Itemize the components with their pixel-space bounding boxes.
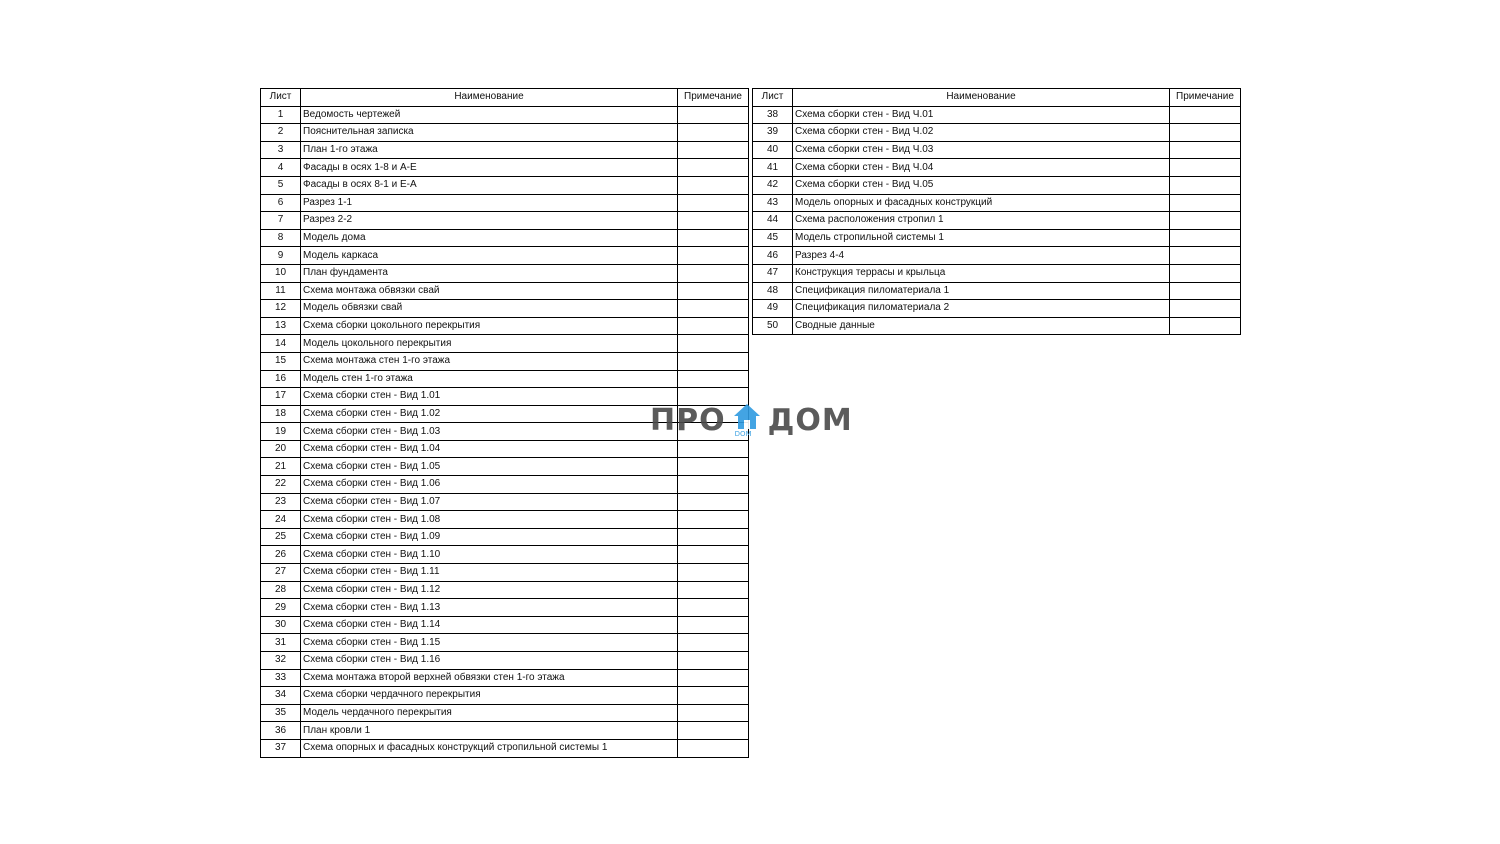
sheet-note bbox=[678, 669, 749, 687]
sheet-number: 11 bbox=[261, 282, 301, 300]
watermark-logo bbox=[650, 402, 853, 438]
sheet-number: 24 bbox=[261, 511, 301, 529]
table-row bbox=[261, 476, 749, 494]
sheet-note bbox=[678, 687, 749, 705]
sheet-note bbox=[1170, 282, 1241, 300]
sheet-number: 1 bbox=[261, 106, 301, 124]
table-row bbox=[753, 159, 1241, 177]
table-row bbox=[753, 317, 1241, 335]
table-row bbox=[261, 159, 749, 177]
sheet-note bbox=[678, 476, 749, 494]
sheet-name: Ведомость чертежей bbox=[301, 106, 678, 124]
logo-text-left: ПРО bbox=[650, 402, 726, 438]
table-row bbox=[261, 352, 749, 370]
sheet-number: 8 bbox=[261, 229, 301, 247]
table-row bbox=[753, 264, 1241, 282]
table-row bbox=[261, 669, 749, 687]
table-row bbox=[753, 282, 1241, 300]
sheet-name: Схема сборки стен - Вид Ч.03 bbox=[793, 141, 1170, 159]
sheet-number: 3 bbox=[261, 141, 301, 159]
sheet-name: Схема сборки стен - Вид 1.10 bbox=[301, 546, 678, 564]
sheet-number: 34 bbox=[261, 687, 301, 705]
sheet-note bbox=[678, 546, 749, 564]
sheet-name: Схема сборки чердачного перекрытия bbox=[301, 687, 678, 705]
logo-text-right: ДОМ bbox=[767, 402, 853, 438]
sheet-name: Схема сборки стен - Вид 1.13 bbox=[301, 599, 678, 617]
table-row bbox=[261, 528, 749, 546]
sheet-note bbox=[678, 634, 749, 652]
sheet-name: Схема расположения стропил 1 bbox=[793, 212, 1170, 230]
sheet-number: 25 bbox=[261, 528, 301, 546]
header-name: Наименование bbox=[793, 89, 1170, 107]
sheet-note bbox=[678, 176, 749, 194]
sheet-number: 50 bbox=[753, 317, 793, 335]
sheet-name: Разрез 2-2 bbox=[301, 212, 678, 230]
sheet-name: Фасады в осях 1-8 и А-Е bbox=[301, 159, 678, 177]
sheet-note bbox=[678, 440, 749, 458]
sheet-number: 17 bbox=[261, 388, 301, 406]
sheet-note bbox=[678, 335, 749, 353]
sheet-name: Схема сборки стен - Вид 1.02 bbox=[301, 405, 678, 423]
table-row bbox=[261, 634, 749, 652]
sheet-note bbox=[1170, 229, 1241, 247]
table-row bbox=[261, 652, 749, 670]
sheet-number: 46 bbox=[753, 247, 793, 265]
sheet-number: 12 bbox=[261, 300, 301, 318]
sheet-name: Схема сборки стен - Вид Ч.04 bbox=[793, 159, 1170, 177]
sheet-name: Схема сборки стен - Вид 1.05 bbox=[301, 458, 678, 476]
sheet-note bbox=[678, 652, 749, 670]
sheet-note bbox=[678, 458, 749, 476]
sheet-number: 33 bbox=[261, 669, 301, 687]
table-row bbox=[261, 247, 749, 265]
sheet-number: 6 bbox=[261, 194, 301, 212]
sheet-note bbox=[678, 159, 749, 177]
header-note: Примечание bbox=[1170, 89, 1241, 107]
table-row bbox=[261, 229, 749, 247]
sheet-number: 22 bbox=[261, 476, 301, 494]
sheet-name: Схема опорных и фасадных конструкций стропильной системы 1 bbox=[301, 739, 678, 757]
sheet-number: 45 bbox=[753, 229, 793, 247]
sheet-number: 36 bbox=[261, 722, 301, 740]
header-sheet: Лист bbox=[753, 89, 793, 107]
header-sheet: Лист bbox=[261, 89, 301, 107]
sheet-number: 4 bbox=[261, 159, 301, 177]
sheet-note bbox=[678, 722, 749, 740]
sheet-number: 31 bbox=[261, 634, 301, 652]
table-row bbox=[261, 599, 749, 617]
sheet-note bbox=[678, 194, 749, 212]
sheet-note bbox=[1170, 194, 1241, 212]
sheet-name: Схема монтажа обвязки свай bbox=[301, 282, 678, 300]
table-row bbox=[261, 493, 749, 511]
table-row bbox=[753, 247, 1241, 265]
sheet-name: Разрез 1-1 bbox=[301, 194, 678, 212]
sheet-note bbox=[1170, 106, 1241, 124]
sheet-name: Схема сборки стен - Вид 1.01 bbox=[301, 388, 678, 406]
sheet-name: Схема сборки стен - Вид 1.14 bbox=[301, 616, 678, 634]
sheet-name: Фасады в осях 8-1 и Е-А bbox=[301, 176, 678, 194]
sheet-name: Схема сборки стен - Вид 1.08 bbox=[301, 511, 678, 529]
sheet-name: Схема монтажа второй верхней обвязки стен 1-го этажа bbox=[301, 669, 678, 687]
sheet-name: Схема сборки стен - Вид Ч.05 bbox=[793, 176, 1170, 194]
header-name: Наименование bbox=[301, 89, 678, 107]
sheet-note bbox=[678, 493, 749, 511]
sheet-name: План кровли 1 bbox=[301, 722, 678, 740]
sheet-name: Модель стропильной системы 1 bbox=[793, 229, 1170, 247]
sheet-number: 10 bbox=[261, 264, 301, 282]
sheet-note bbox=[1170, 124, 1241, 142]
sheet-number: 21 bbox=[261, 458, 301, 476]
table-row bbox=[261, 282, 749, 300]
sheet-name: Схема сборки стен - Вид 1.07 bbox=[301, 493, 678, 511]
sheet-note bbox=[678, 264, 749, 282]
sheet-name: Модель дома bbox=[301, 229, 678, 247]
sheet-note bbox=[678, 581, 749, 599]
sheet-number: 30 bbox=[261, 616, 301, 634]
table-row bbox=[261, 124, 749, 142]
sheet-number: 29 bbox=[261, 599, 301, 617]
sheet-number: 13 bbox=[261, 317, 301, 335]
table-row bbox=[261, 300, 749, 318]
table-row bbox=[261, 264, 749, 282]
sheet-note bbox=[678, 616, 749, 634]
sheet-note bbox=[1170, 317, 1241, 335]
table-row bbox=[261, 370, 749, 388]
sheet-number: 20 bbox=[261, 440, 301, 458]
sheet-number: 7 bbox=[261, 212, 301, 230]
sheet-name: Сводные данные bbox=[793, 317, 1170, 335]
sheet-name: Схема сборки стен - Вид 1.09 bbox=[301, 528, 678, 546]
sheet-note bbox=[1170, 264, 1241, 282]
logo-subtext: DOM bbox=[734, 430, 752, 438]
sheet-name: Схема сборки стен - Вид Ч.02 bbox=[793, 124, 1170, 142]
table-row bbox=[261, 317, 749, 335]
sheet-note bbox=[678, 370, 749, 388]
sheet-note bbox=[678, 106, 749, 124]
sheet-note bbox=[678, 511, 749, 529]
sheet-name: Модель обвязки свай bbox=[301, 300, 678, 318]
sheet-number: 28 bbox=[261, 581, 301, 599]
sheet-number: 44 bbox=[753, 212, 793, 230]
table-row bbox=[261, 176, 749, 194]
sheet-name: Схема сборки стен - Вид 1.12 bbox=[301, 581, 678, 599]
sheet-number: 47 bbox=[753, 264, 793, 282]
sheet-name: Схема сборки стен - Вид 1.15 bbox=[301, 634, 678, 652]
sheet-note bbox=[678, 564, 749, 582]
sheet-name: Разрез 4-4 bbox=[793, 247, 1170, 265]
sheet-name: Схема сборки стен - Вид 1.06 bbox=[301, 476, 678, 494]
table-row bbox=[261, 616, 749, 634]
sheet-number: 2 bbox=[261, 124, 301, 142]
table-row bbox=[753, 124, 1241, 142]
sheet-number: 49 bbox=[753, 300, 793, 318]
sheet-name: Схема сборки цокольного перекрытия bbox=[301, 317, 678, 335]
sheet-note bbox=[1170, 247, 1241, 265]
table-header-row bbox=[261, 89, 749, 107]
table-row bbox=[261, 335, 749, 353]
sheet-number: 5 bbox=[261, 176, 301, 194]
sheet-number: 19 bbox=[261, 423, 301, 441]
sheet-note bbox=[678, 528, 749, 546]
sheet-number: 39 bbox=[753, 124, 793, 142]
sheet-note bbox=[1170, 141, 1241, 159]
sheet-name: Схема монтажа стен 1-го этажа bbox=[301, 352, 678, 370]
sheet-number: 43 bbox=[753, 194, 793, 212]
sheet-note bbox=[678, 229, 749, 247]
house-icon bbox=[732, 402, 762, 438]
table-row bbox=[753, 212, 1241, 230]
sheet-note bbox=[678, 300, 749, 318]
table-row bbox=[261, 194, 749, 212]
sheet-number: 23 bbox=[261, 493, 301, 511]
sheet-note bbox=[678, 124, 749, 142]
table-row bbox=[261, 546, 749, 564]
sheet-name: Модель каркаса bbox=[301, 247, 678, 265]
header-note: Примечание bbox=[678, 89, 749, 107]
table-row bbox=[261, 440, 749, 458]
table-row bbox=[261, 511, 749, 529]
sheet-note bbox=[1170, 300, 1241, 318]
table-row bbox=[753, 194, 1241, 212]
sheet-number: 16 bbox=[261, 370, 301, 388]
sheet-number: 26 bbox=[261, 546, 301, 564]
sheet-note bbox=[678, 704, 749, 722]
sheet-number: 48 bbox=[753, 282, 793, 300]
sheet-name: План фундамента bbox=[301, 264, 678, 282]
sheet-name: Модель стен 1-го этажа bbox=[301, 370, 678, 388]
table-row bbox=[753, 300, 1241, 318]
sheet-number: 35 bbox=[261, 704, 301, 722]
table-row bbox=[261, 687, 749, 705]
table-row bbox=[753, 176, 1241, 194]
sheet-number: 41 bbox=[753, 159, 793, 177]
sheet-note bbox=[678, 282, 749, 300]
sheet-name: Схема сборки стен - Вид 1.16 bbox=[301, 652, 678, 670]
sheet-number: 38 bbox=[753, 106, 793, 124]
table-row bbox=[261, 141, 749, 159]
table-row bbox=[753, 106, 1241, 124]
sheet-note bbox=[678, 352, 749, 370]
sheet-number: 40 bbox=[753, 141, 793, 159]
sheet-note bbox=[1170, 159, 1241, 177]
sheet-name: План 1-го этажа bbox=[301, 141, 678, 159]
sheet-note bbox=[1170, 212, 1241, 230]
sheet-number: 42 bbox=[753, 176, 793, 194]
table-row bbox=[261, 212, 749, 230]
table-row bbox=[261, 458, 749, 476]
table-row bbox=[753, 141, 1241, 159]
sheet-number: 37 bbox=[261, 739, 301, 757]
sheet-name: Схема сборки стен - Вид 1.11 bbox=[301, 564, 678, 582]
sheet-name: Модель чердачного перекрытия bbox=[301, 704, 678, 722]
sheet-note bbox=[678, 599, 749, 617]
sheet-name: Спецификация пиломатериала 2 bbox=[793, 300, 1170, 318]
drawings-table-right bbox=[752, 88, 1241, 335]
sheet-name: Модель цокольного перекрытия bbox=[301, 335, 678, 353]
sheet-number: 32 bbox=[261, 652, 301, 670]
table-row bbox=[261, 581, 749, 599]
sheet-number: 15 bbox=[261, 352, 301, 370]
sheet-name: Пояснительная записка bbox=[301, 124, 678, 142]
table-row bbox=[261, 704, 749, 722]
sheet-number: 9 bbox=[261, 247, 301, 265]
sheet-name: Схема сборки стен - Вид 1.03 bbox=[301, 423, 678, 441]
table-row bbox=[261, 739, 749, 757]
sheet-note bbox=[678, 739, 749, 757]
sheet-number: 18 bbox=[261, 405, 301, 423]
sheet-note bbox=[678, 317, 749, 335]
sheet-name: Спецификация пиломатериала 1 bbox=[793, 282, 1170, 300]
table-row bbox=[261, 722, 749, 740]
table-row bbox=[753, 229, 1241, 247]
sheet-number: 14 bbox=[261, 335, 301, 353]
sheet-name: Конструкция террасы и крыльца bbox=[793, 264, 1170, 282]
sheet-note bbox=[678, 247, 749, 265]
table-header-row bbox=[753, 89, 1241, 107]
sheet-name: Схема сборки стен - Вид Ч.01 bbox=[793, 106, 1170, 124]
table-row bbox=[261, 564, 749, 582]
sheet-note bbox=[678, 141, 749, 159]
sheet-number: 27 bbox=[261, 564, 301, 582]
sheet-note bbox=[678, 212, 749, 230]
sheet-note bbox=[1170, 176, 1241, 194]
sheet-name: Модель опорных и фасадных конструкций bbox=[793, 194, 1170, 212]
sheet-name: Схема сборки стен - Вид 1.04 bbox=[301, 440, 678, 458]
table-row bbox=[261, 106, 749, 124]
